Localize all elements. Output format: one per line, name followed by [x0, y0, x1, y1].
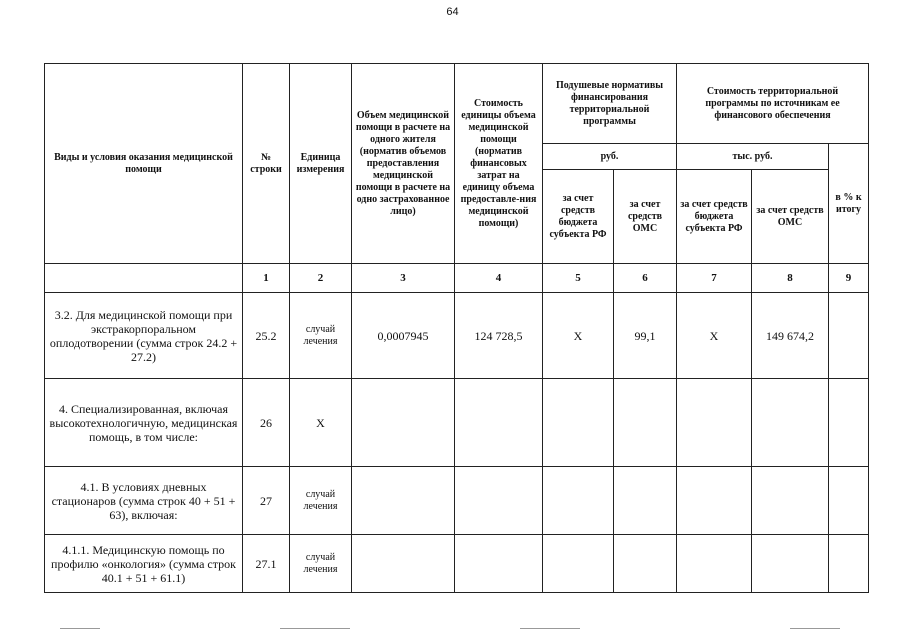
row-c7	[677, 379, 752, 467]
row-unit: случай лечения	[290, 293, 352, 379]
table-row	[45, 535, 869, 593]
row-volume: 0,0007945	[352, 293, 455, 379]
row-c7	[677, 535, 752, 593]
header-thous-rub: тыс. руб.	[677, 144, 829, 170]
col-number: 5	[543, 264, 614, 293]
table-row	[45, 379, 869, 467]
row-c6	[614, 467, 677, 535]
table-row	[45, 293, 869, 379]
row-c7: Х	[677, 293, 752, 379]
row-name: 3.2. Для медицинской помощи при экстракорпоральном оплодотворении (сумма строк 24.2 + 27.2)	[45, 293, 243, 379]
header-budget-rf: за счет средств бюджета субъекта РФ	[543, 170, 614, 264]
header-unit: Единица измерения	[290, 64, 352, 264]
col-number: 4	[455, 264, 543, 293]
row-cost	[455, 535, 543, 593]
row-cost	[455, 379, 543, 467]
page-number: 64	[446, 6, 459, 18]
header-oms: за счет средств ОМС	[614, 170, 677, 264]
row-unit: случай лечения	[290, 467, 352, 535]
row-c6	[614, 535, 677, 593]
row-c5	[543, 467, 614, 535]
row-name: 4. Специализированная, включая высокотехнологичную, медицинская помощь, в том числе:	[45, 379, 243, 467]
financing-table	[44, 63, 869, 593]
header-total: Стоимость территориальной программы по источникам ее финансового обеспечения	[677, 64, 869, 144]
row-cost	[455, 467, 543, 535]
row-c5	[543, 379, 614, 467]
col-number: 7	[677, 264, 752, 293]
header-cost: Стоимость единицы объема медицинской помощи (норматив финансовых затрат на единицу объема предоставле-ния медицинской помощи)	[455, 64, 543, 264]
row-unit: случай лечения	[290, 535, 352, 593]
table-row	[45, 467, 869, 535]
row-c9	[829, 293, 869, 379]
header-row-no: № строки	[243, 64, 290, 264]
col-number-blank	[45, 264, 243, 293]
header-percap: Подушевые нормативы финансирования территориальной программы	[543, 64, 677, 144]
row-c6: 99,1	[614, 293, 677, 379]
scan-artifact-lines	[0, 628, 905, 632]
row-volume	[352, 379, 455, 467]
col-number: 8	[752, 264, 829, 293]
header-types: Виды и условия оказания медицинской помощи	[45, 64, 243, 264]
row-no: 27	[243, 467, 290, 535]
col-number: 3	[352, 264, 455, 293]
row-c8	[752, 467, 829, 535]
row-c5	[543, 535, 614, 593]
row-no: 26	[243, 379, 290, 467]
header-volume: Объем медицинской помощи в расчете на одного жителя (норматив объемов предоставления медицинской помощи в расчете на одно застрахованное лицо)	[352, 64, 455, 264]
row-cost: 124 728,5	[455, 293, 543, 379]
row-volume	[352, 467, 455, 535]
row-name: 4.1. В условиях дневных стационаров (сумма строк 40 + 51 + 63), включая:	[45, 467, 243, 535]
row-no: 27.1	[243, 535, 290, 593]
row-no: 25.2	[243, 293, 290, 379]
col-number: 9	[829, 264, 869, 293]
col-number: 2	[290, 264, 352, 293]
row-c8	[752, 379, 829, 467]
row-c8	[752, 535, 829, 593]
col-number: 1	[243, 264, 290, 293]
row-c6	[614, 379, 677, 467]
header-budget-rf-7: за счет средств бюджета субъекта РФ	[677, 170, 752, 264]
row-unit: Х	[290, 379, 352, 467]
row-c9	[829, 535, 869, 593]
row-c7	[677, 467, 752, 535]
row-c5: Х	[543, 293, 614, 379]
header-pct: в % к итогу	[829, 144, 869, 264]
row-c9	[829, 467, 869, 535]
header-rub: руб.	[543, 144, 677, 170]
header-oms-8: за счет средств ОМС	[752, 170, 829, 264]
row-volume	[352, 535, 455, 593]
col-number: 6	[614, 264, 677, 293]
row-name: 4.1.1. Медицинскую помощь по профилю «онкология» (сумма строк 40.1 + 51 + 61.1)	[45, 535, 243, 593]
row-c8: 149 674,2	[752, 293, 829, 379]
row-c9	[829, 379, 869, 467]
